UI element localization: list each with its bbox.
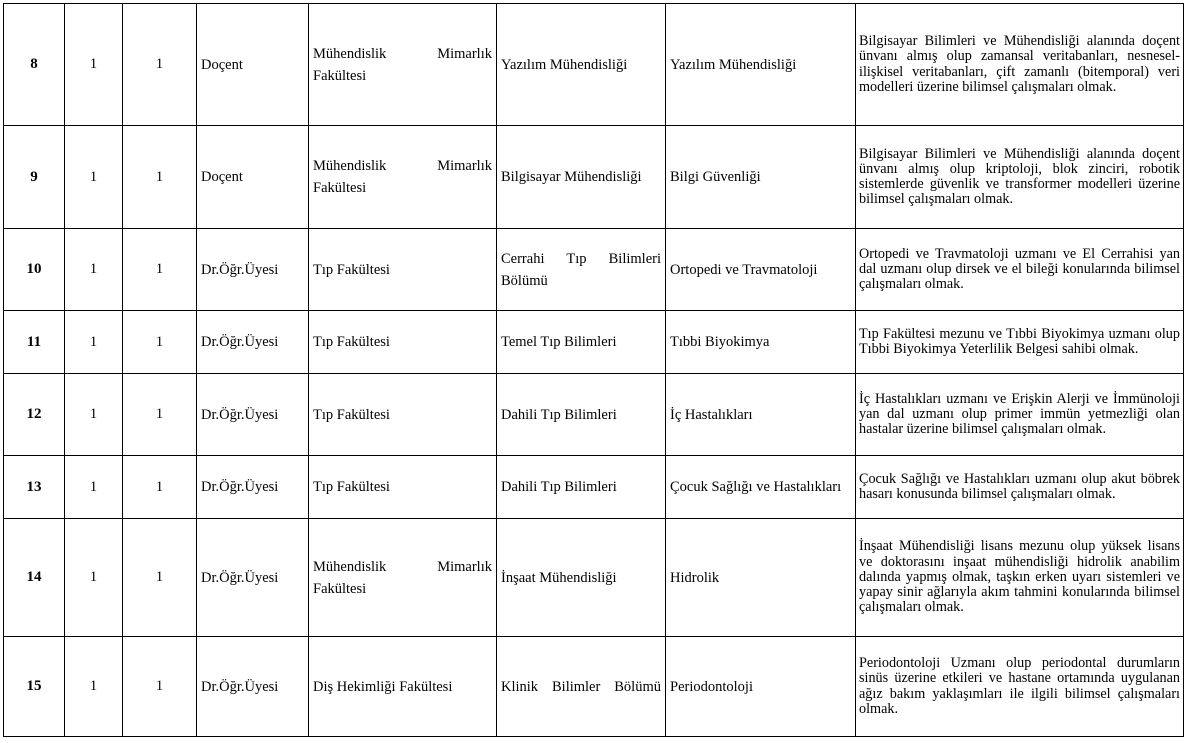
table-row	[4, 229, 1184, 311]
program-cell: Çocuk Sağlığı ve Hastalıkları	[666, 456, 856, 519]
row-number: 12	[4, 374, 65, 456]
title-cell: Doçent	[197, 126, 309, 229]
description-cell: Çocuk Sağlığı ve Hastalıkları uzmanı olup akut böbrek hasarı konusunda bilimsel çalışmaları olmak.	[856, 456, 1184, 519]
count-cell: 1	[123, 229, 197, 311]
title-cell: Dr.Öğr.Üyesi	[197, 311, 309, 374]
count-cell: 1	[65, 519, 123, 637]
title-cell: Dr.Öğr.Üyesi	[197, 456, 309, 519]
table-row	[4, 374, 1184, 456]
table-row	[4, 311, 1184, 374]
row-number: 15	[4, 637, 65, 737]
title-cell: Dr.Öğr.Üyesi	[197, 374, 309, 456]
department-cell: Temel Tıp Bilimleri	[497, 311, 666, 374]
row-number: 13	[4, 456, 65, 519]
program-cell: İç Hastalıkları	[666, 374, 856, 456]
count-cell: 1	[123, 637, 197, 737]
title-cell: Dr.Öğr.Üyesi	[197, 637, 309, 737]
title-cell: Doçent	[197, 4, 309, 126]
program-cell: Yazılım Mühendisliği	[666, 4, 856, 126]
program-cell: Ortopedi ve Travmatoloji	[666, 229, 856, 311]
faculty-cell: Tıp Fakültesi	[309, 456, 497, 519]
count-cell: 1	[65, 4, 123, 126]
faculty-cell: Diş Hekimliği Fakültesi	[309, 637, 497, 737]
row-number: 8	[4, 4, 65, 126]
count-cell: 1	[65, 126, 123, 229]
description-cell: Tıp Fakültesi mezunu ve Tıbbi Biyokimya uzmanı olup Tıbbi Biyokimya Yeterlilik Belgesi sahibi olmak.	[856, 311, 1184, 374]
faculty-cell: Tıp Fakültesi	[309, 374, 497, 456]
count-cell: 1	[123, 374, 197, 456]
table-row	[4, 456, 1184, 519]
program-cell: Hidrolik	[666, 519, 856, 637]
program-cell: Bilgi Güvenliği	[666, 126, 856, 229]
row-number: 10	[4, 229, 65, 311]
faculty-cell: Mühendislik Mimarlık Fakültesi	[309, 4, 497, 126]
department-cell: Klinik Bilimler Bölümü	[497, 637, 666, 737]
table-row	[4, 519, 1184, 637]
count-cell: 1	[123, 4, 197, 126]
department-cell: Dahili Tıp Bilimleri	[497, 374, 666, 456]
staff-positions-table	[3, 3, 1184, 737]
description-cell: İnşaat Mühendisliği lisans mezunu olup yüksek lisans ve doktorasını inşaat mühendisliği hidrolik anabilim dalında yapmış olmak, taşkın erken uyarı sistemleri ve yapay sinir ağlarıyla akım tahmini konularında bilimsel çalışmaları olmak.	[856, 519, 1184, 637]
description-cell: İç Hastalıkları uzmanı ve Erişkin Alerji ve İmmünoloji yan dal uzmanı olup primer immün yetmezliği olan hastalar üzerine bilimsel çalışmaları olmak.	[856, 374, 1184, 456]
table-row	[4, 126, 1184, 229]
title-cell: Dr.Öğr.Üyesi	[197, 519, 309, 637]
count-cell: 1	[123, 311, 197, 374]
department-cell: Bilgisayar Mühendisliği	[497, 126, 666, 229]
count-cell: 1	[65, 229, 123, 311]
faculty-cell: Mühendislik Mimarlık Fakültesi	[309, 126, 497, 229]
faculty-cell: Tıp Fakültesi	[309, 229, 497, 311]
table-body	[4, 4, 1184, 737]
faculty-cell: Mühendislik Mimarlık Fakültesi	[309, 519, 497, 637]
row-number: 14	[4, 519, 65, 637]
description-cell: Bilgisayar Bilimleri ve Mühendisliği alanında doçent ünvanı almış olup kriptoloji, blok zinciri, robotik sistemlerde güvenlik ve transformer modelleri üzerine bilimsel çalışmaları olmak.	[856, 126, 1184, 229]
description-cell: Ortopedi ve Travmatoloji uzmanı ve El Cerrahisi yan dal uzmanı olup dirsek ve el bileği konularında bilimsel çalışmaları olmak.	[856, 229, 1184, 311]
table-row	[4, 4, 1184, 126]
title-cell: Dr.Öğr.Üyesi	[197, 229, 309, 311]
row-number: 11	[4, 311, 65, 374]
row-number: 9	[4, 126, 65, 229]
count-cell: 1	[65, 637, 123, 737]
department-cell: Dahili Tıp Bilimleri	[497, 456, 666, 519]
description-cell: Bilgisayar Bilimleri ve Mühendisliği alanında doçent ünvanı almış olup zamansal veritabanları, nesnesel-ilişkisel veritabanları, çift zamanlı (bitemporal) veri modelleri üzerine bilimsel çalışmaları olmak.	[856, 4, 1184, 126]
count-cell: 1	[65, 374, 123, 456]
count-cell: 1	[65, 311, 123, 374]
department-cell: Yazılım Mühendisliği	[497, 4, 666, 126]
count-cell: 1	[123, 126, 197, 229]
program-cell: Periodontoloji	[666, 637, 856, 737]
count-cell: 1	[65, 456, 123, 519]
faculty-cell: Tıp Fakültesi	[309, 311, 497, 374]
count-cell: 1	[123, 519, 197, 637]
department-cell: İnşaat Mühendisliği	[497, 519, 666, 637]
department-cell: Cerrahi Tıp Bilimleri Bölümü	[497, 229, 666, 311]
table-row	[4, 637, 1184, 737]
count-cell: 1	[123, 456, 197, 519]
description-cell: Periodontoloji Uzmanı olup periodontal durumların sinüs üzerine etkileri ve hastane ortamında uygulanan ağız bakım yaklaşımları ile ilgili bilimsel çalışmaları olmak.	[856, 637, 1184, 737]
program-cell: Tıbbi Biyokimya	[666, 311, 856, 374]
